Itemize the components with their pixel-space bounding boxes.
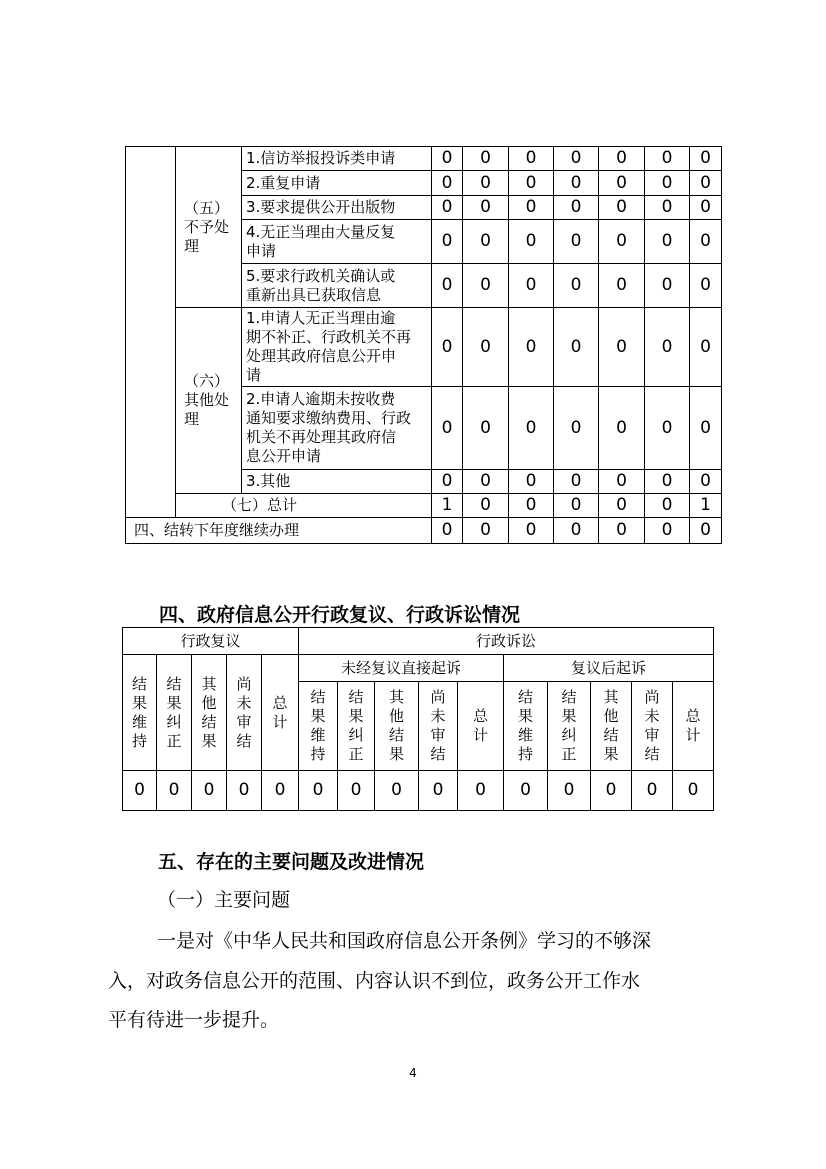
value-cell: 0 — [690, 387, 722, 470]
header-char: 计 — [272, 712, 288, 731]
value-cell: 0 — [645, 264, 690, 308]
row-group-blank — [126, 147, 176, 518]
row-label-line: 息公开申请 — [246, 447, 322, 465]
row-label-line: 期不补正、行政机关不再 — [246, 328, 412, 346]
header-char: 果 — [310, 707, 326, 725]
direct-col-header — [419, 682, 458, 771]
value-cell: 0 — [432, 196, 463, 220]
review-col-header — [192, 655, 227, 771]
header-char: 结 — [310, 688, 326, 706]
value-cell: 0 — [554, 387, 599, 470]
value-cell: 0 — [645, 220, 690, 264]
value-cell: 0 — [463, 470, 509, 494]
row-label — [242, 196, 432, 220]
value-cell: 0 — [690, 470, 722, 494]
group6-label-line: 理 — [184, 410, 200, 428]
header-char: 尚 — [236, 674, 252, 693]
row-label — [242, 470, 432, 494]
header-char: 他 — [603, 707, 619, 725]
value-cell: 0 — [509, 171, 554, 196]
after-col-header — [632, 682, 673, 771]
header-char: 果 — [348, 707, 364, 725]
disposal-table — [125, 146, 722, 544]
value-cell: 0 — [463, 147, 509, 171]
value-cell: 0 — [645, 470, 690, 494]
review-litigation-table — [122, 627, 714, 811]
row-label-line: 3.其他 — [246, 472, 291, 490]
review-litigation-value: 0 — [504, 771, 548, 811]
header-char: 持 — [517, 745, 533, 763]
row-label — [242, 147, 432, 171]
group6-label — [176, 308, 242, 494]
total-value-cell: 1 — [432, 494, 463, 518]
value-cell: 0 — [509, 470, 554, 494]
value-cell: 0 — [599, 196, 645, 220]
review-litigation-value: 0 — [548, 771, 591, 811]
header-char: 纠 — [166, 712, 182, 731]
header-administrative-review: 行政复议 — [123, 628, 299, 655]
header-char: 纠 — [348, 726, 364, 744]
review-litigation-value: 0 — [192, 771, 227, 811]
value-cell: 0 — [645, 171, 690, 196]
total-value-cell: 0 — [599, 494, 645, 518]
value-cell: 0 — [645, 387, 690, 470]
header-direct-litigation: 未经复议直接起诉 — [299, 655, 504, 682]
value-cell: 0 — [432, 147, 463, 171]
header-char: 总 — [685, 707, 701, 725]
header-char: 结 — [430, 745, 446, 763]
carry-value-cell: 0 — [599, 518, 645, 544]
header-char: 维 — [310, 726, 326, 744]
review-col-header — [123, 655, 157, 771]
direct-col-header — [338, 682, 375, 771]
header-char: 未 — [236, 693, 252, 712]
header-char: 果 — [201, 731, 217, 750]
header-char: 果 — [561, 707, 577, 725]
paragraph-line-3: 平有待进一步提升。 — [108, 1009, 280, 1031]
row-label — [242, 308, 432, 387]
review-litigation-value: 0 — [299, 771, 338, 811]
header-char: 审 — [236, 712, 252, 731]
row-label-line: 1.申请人无正当理由逾 — [246, 309, 396, 327]
value-cell: 0 — [463, 264, 509, 308]
after-col-header — [548, 682, 591, 771]
direct-col-header — [458, 682, 504, 771]
value-cell: 0 — [554, 264, 599, 308]
carry-value-cell: 0 — [690, 518, 722, 544]
header-char: 果 — [388, 745, 404, 763]
row-label-line: 通知要求缴纳费用、行政 — [246, 409, 412, 427]
value-cell: 0 — [599, 387, 645, 470]
header-char: 结 — [603, 726, 619, 744]
value-cell: 0 — [645, 308, 690, 387]
row-label-line: 机关不再处理其政府信 — [246, 428, 397, 446]
group6-label-line: （六） — [184, 372, 230, 390]
header-char: 其 — [388, 688, 404, 706]
value-cell: 0 — [509, 387, 554, 470]
group5-label-line: 不予处 — [184, 217, 230, 236]
header-char: 结 — [388, 726, 404, 744]
header-char: 果 — [166, 693, 182, 712]
header-char: 果 — [131, 693, 147, 712]
header-char: 结 — [644, 745, 660, 763]
value-cell: 0 — [432, 220, 463, 264]
header-char: 结 — [166, 674, 182, 693]
value-cell: 0 — [509, 264, 554, 308]
review-litigation-value: 0 — [157, 771, 192, 811]
group5-label-line: 理 — [184, 236, 200, 255]
row-label — [242, 387, 432, 470]
row-label — [242, 220, 432, 264]
header-char: 结 — [517, 688, 533, 706]
row-label-line: 4.无正当理由大量反复 — [246, 222, 396, 241]
value-cell: 0 — [690, 220, 722, 264]
group6-label-line: 其他处 — [184, 391, 230, 409]
value-cell: 0 — [432, 470, 463, 494]
header-char: 其 — [201, 674, 217, 693]
value-cell: 0 — [599, 308, 645, 387]
header-char: 持 — [310, 745, 326, 763]
total-label: （七）总计 — [176, 494, 432, 518]
review-litigation-value: 0 — [227, 771, 262, 811]
after-col-header — [504, 682, 548, 771]
header-char: 结 — [561, 688, 577, 706]
value-cell: 0 — [463, 308, 509, 387]
header-char: 未 — [430, 707, 446, 725]
header-char: 计 — [472, 726, 488, 744]
header-char: 结 — [236, 731, 252, 750]
header-after-review-litigation: 复议后起诉 — [504, 655, 714, 682]
total-value-cell: 0 — [645, 494, 690, 518]
header-char: 总 — [472, 707, 488, 725]
header-char: 正 — [166, 731, 182, 750]
total-value-cell: 0 — [554, 494, 599, 518]
header-char: 维 — [517, 726, 533, 744]
header-char: 他 — [201, 693, 217, 712]
review-litigation-value: 0 — [262, 771, 299, 811]
row-label — [242, 264, 432, 308]
header-char: 正 — [561, 745, 577, 763]
header-char: 他 — [388, 707, 404, 725]
row-label — [242, 171, 432, 196]
value-cell: 0 — [554, 470, 599, 494]
header-char: 纠 — [561, 726, 577, 744]
value-cell: 0 — [690, 264, 722, 308]
row-label-line: 5.要求行政机关确认或 — [246, 266, 396, 285]
header-char: 结 — [201, 712, 217, 731]
total-value-cell: 1 — [690, 494, 722, 518]
review-litigation-value: 0 — [591, 771, 632, 811]
header-char: 持 — [131, 731, 147, 750]
value-cell: 0 — [432, 308, 463, 387]
direct-col-header — [299, 682, 338, 771]
carry-over-label: 四、结转下年度继续办理 — [126, 518, 432, 544]
value-cell: 0 — [645, 196, 690, 220]
value-cell: 0 — [432, 171, 463, 196]
row-label-line: 重新出具已获取信息 — [246, 285, 382, 304]
header-char: 审 — [644, 726, 660, 744]
carry-value-cell: 0 — [554, 518, 599, 544]
header-char: 正 — [348, 745, 364, 763]
review-col-header — [262, 655, 299, 771]
value-cell: 0 — [463, 220, 509, 264]
header-char: 结 — [131, 674, 147, 693]
group5-label — [176, 147, 242, 308]
row-label-line: 申请 — [246, 241, 277, 260]
value-cell: 0 — [554, 171, 599, 196]
review-litigation-value: 0 — [632, 771, 673, 811]
review-litigation-value: 0 — [123, 771, 157, 811]
value-cell: 0 — [599, 220, 645, 264]
value-cell: 0 — [599, 264, 645, 308]
review-litigation-value: 0 — [458, 771, 504, 811]
header-char: 果 — [517, 707, 533, 725]
carry-value-cell: 0 — [509, 518, 554, 544]
value-cell: 0 — [554, 308, 599, 387]
after-col-header — [591, 682, 632, 771]
review-litigation-value: 0 — [419, 771, 458, 811]
header-char: 其 — [603, 688, 619, 706]
review-col-header — [227, 655, 262, 771]
value-cell: 0 — [432, 387, 463, 470]
header-char: 尚 — [430, 688, 446, 706]
row-label-line: 请 — [246, 366, 262, 384]
section-5-heading: 五、存在的主要问题及改进情况 — [158, 851, 425, 873]
value-cell: 0 — [463, 171, 509, 196]
header-char: 总 — [272, 693, 288, 712]
carry-value-cell: 0 — [463, 518, 509, 544]
row-label-line: 1.信访举报投诉类申请 — [246, 149, 396, 167]
review-litigation-value: 0 — [338, 771, 375, 811]
value-cell: 0 — [509, 147, 554, 171]
value-cell: 0 — [645, 147, 690, 171]
direct-col-header — [375, 682, 419, 771]
value-cell: 0 — [599, 171, 645, 196]
carry-value-cell: 0 — [645, 518, 690, 544]
page-number: 4 — [409, 1066, 417, 1080]
header-char: 尚 — [644, 688, 660, 706]
value-cell: 0 — [599, 147, 645, 171]
header-char: 计 — [685, 726, 701, 744]
row-label-line: 2.申请人逾期未按收费 — [246, 390, 396, 408]
total-value-cell: 0 — [463, 494, 509, 518]
value-cell: 0 — [690, 308, 722, 387]
review-litigation-value: 0 — [375, 771, 419, 811]
row-label-line: 处理其政府信息公开申 — [246, 347, 397, 365]
value-cell: 0 — [554, 147, 599, 171]
value-cell: 0 — [509, 196, 554, 220]
value-cell: 0 — [463, 387, 509, 470]
section-4-heading: 四、政府信息公开行政复议、行政诉讼情况 — [159, 604, 521, 626]
header-char: 维 — [131, 712, 147, 731]
total-value-cell: 0 — [509, 494, 554, 518]
after-col-header — [673, 682, 714, 771]
value-cell: 0 — [690, 171, 722, 196]
header-char: 结 — [348, 688, 364, 706]
row-label-line: 3.要求提供公开出版物 — [246, 198, 396, 216]
value-cell: 0 — [509, 220, 554, 264]
row-label-line: 2.重复申请 — [246, 173, 321, 192]
group5-label-line: （五） — [184, 198, 230, 217]
header-char: 审 — [430, 726, 446, 744]
value-cell: 0 — [690, 147, 722, 171]
value-cell: 0 — [599, 470, 645, 494]
paragraph-line-2: 入，对政务信息公开的范围、内容认识不到位，政务公开工作水 — [108, 970, 641, 992]
header-char: 果 — [603, 745, 619, 763]
subheading-main-problems: （一）主要问题 — [157, 889, 291, 911]
review-col-header — [157, 655, 192, 771]
value-cell: 0 — [554, 220, 599, 264]
value-cell: 0 — [690, 196, 722, 220]
header-char: 未 — [644, 707, 660, 725]
value-cell: 0 — [463, 196, 509, 220]
review-litigation-value: 0 — [673, 771, 714, 811]
header-administrative-litigation: 行政诉讼 — [299, 628, 714, 655]
paragraph-line-1: 一是对《中华人民共和国政府信息公开条例》学习的不够深 — [157, 930, 652, 952]
carry-value-cell: 0 — [432, 518, 463, 544]
value-cell: 0 — [554, 196, 599, 220]
value-cell: 0 — [432, 264, 463, 308]
value-cell: 0 — [509, 308, 554, 387]
